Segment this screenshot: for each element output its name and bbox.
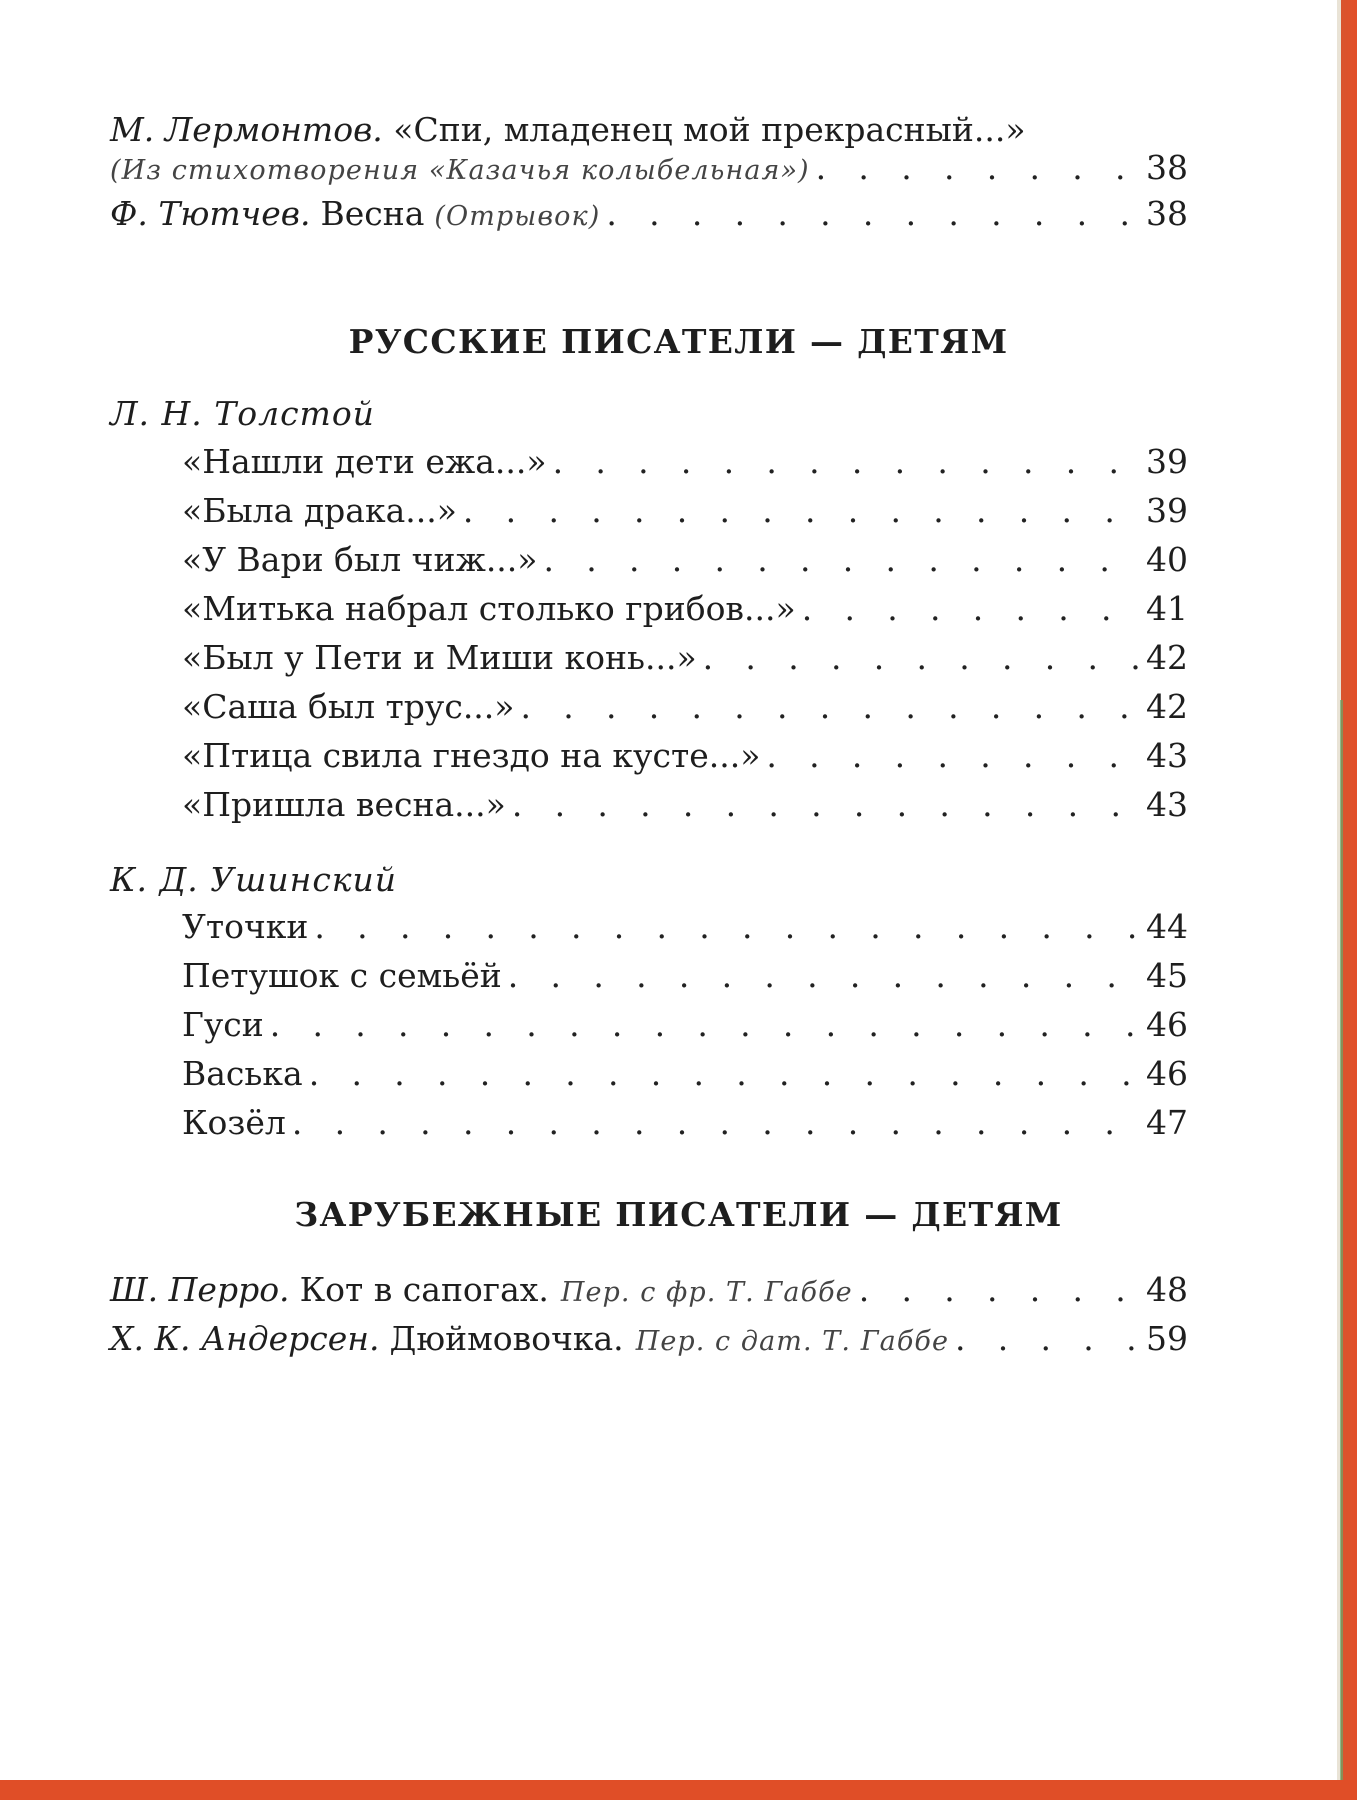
page-number: 45 [1146, 956, 1188, 995]
dot-leader [859, 1266, 1140, 1314]
entry-title: Козёл [182, 1103, 286, 1142]
entry-title: Васька [182, 1054, 303, 1093]
page-number: 42 [1146, 638, 1188, 677]
page-border-green-stripe [1340, 700, 1343, 1800]
page-number: 42 [1146, 687, 1188, 726]
dot-leader [766, 732, 1140, 780]
entry-author: М. Лермонтов. [110, 110, 383, 149]
entry-title: «Пришла весна...» [182, 785, 506, 824]
page-number: 38 [1146, 194, 1188, 233]
toc-entry[interactable] [182, 438, 1188, 486]
page-number: 44 [1146, 907, 1188, 946]
page-number: 46 [1146, 1054, 1188, 1093]
dot-leader [292, 1099, 1140, 1147]
entry-title: Гуси [182, 1005, 264, 1044]
page-number: 39 [1146, 491, 1188, 530]
toc-entry-lermontov-line2[interactable] [110, 144, 1188, 195]
page-number: 43 [1146, 736, 1188, 775]
author-heading-ushinsky: К. Д. Ушинский [110, 860, 397, 899]
entry-author: Х. К. Андерсен. [110, 1319, 380, 1358]
toc-entry[interactable] [182, 1050, 1188, 1098]
page-number: 47 [1146, 1103, 1188, 1142]
entry-title: «Саша был трус...» [182, 687, 515, 726]
entry-author: Ф. Тютчев. [110, 194, 311, 233]
entry-title: «Была драка...» [182, 491, 457, 530]
dot-leader [309, 1050, 1140, 1098]
toc-entry[interactable] [182, 1001, 1188, 1049]
section-title-russian: РУССКИЕ ПИСАТЕЛИ — ДЕТЯМ [348, 322, 1009, 361]
page-number: 39 [1146, 442, 1188, 481]
dot-leader [314, 903, 1140, 951]
page-number: 46 [1146, 1005, 1188, 1044]
entry-title: «Птица свила гнездо на кусте...» [182, 736, 761, 775]
toc-entry[interactable] [182, 487, 1188, 535]
entry-author: Ш. Перро. [110, 1270, 290, 1309]
page-number: 43 [1146, 785, 1188, 824]
entry-title: «Нашли дети ежа...» [182, 442, 547, 481]
toc-entry[interactable] [182, 536, 1188, 584]
dot-leader [703, 634, 1140, 682]
author-heading-tolstoy: Л. Н. Толстой [110, 394, 375, 433]
dot-leader [802, 585, 1140, 633]
dot-leader [606, 190, 1140, 238]
section-title-foreign: ЗАРУБЕЖНЫЕ ПИСАТЕЛИ — ДЕТЯМ [294, 1195, 1063, 1234]
toc-entry[interactable] [182, 732, 1188, 780]
toc-entry[interactable] [182, 903, 1188, 951]
dot-leader [463, 487, 1140, 535]
dot-leader [520, 683, 1140, 731]
entry-title: «У Вари был чиж...» [182, 540, 538, 579]
entry-note: Пер. с дат. Т. Габбе [635, 1326, 950, 1357]
entry-title: «Митька набрал столько грибов...» [182, 589, 796, 628]
entry-title: Петушок с семьёй [182, 956, 502, 995]
entry-note: (Из стихотворения «Казачья колыбельная») [110, 155, 810, 186]
page-border-bottom [0, 1780, 1357, 1800]
page-number: 38 [1146, 148, 1188, 187]
dot-leader [955, 1315, 1140, 1363]
page-number: 59 [1146, 1319, 1188, 1358]
entry-note: (Отрывок) [434, 201, 601, 232]
toc-entry-andersen[interactable] [110, 1315, 1188, 1366]
dot-leader [512, 781, 1140, 829]
toc-entry-tyutchev[interactable] [110, 190, 1188, 241]
toc-entry[interactable] [182, 781, 1188, 829]
toc-entry[interactable] [182, 634, 1188, 682]
page-number: 41 [1146, 589, 1188, 628]
toc-entry[interactable] [182, 683, 1188, 731]
toc-entry[interactable] [182, 585, 1188, 633]
dot-leader [543, 536, 1140, 584]
toc-entry-perrault[interactable] [110, 1266, 1188, 1317]
toc-entry[interactable] [182, 1099, 1188, 1147]
page-number: 48 [1146, 1270, 1188, 1309]
dot-leader [553, 438, 1140, 486]
dot-leader [816, 144, 1140, 192]
entry-title: Весна [320, 194, 425, 233]
page-number: 40 [1146, 540, 1188, 579]
entry-title: Кот в сапогах. [299, 1270, 549, 1309]
entry-title: Уточки [182, 907, 309, 946]
toc-entry[interactable] [182, 952, 1188, 1000]
dot-leader [508, 952, 1140, 1000]
entry-note: Пер. с фр. Т. Габбе [560, 1277, 853, 1308]
entry-title: «Был у Пети и Миши конь...» [182, 638, 697, 677]
entry-title: Дюймовочка. [389, 1319, 624, 1358]
dot-leader [270, 1001, 1140, 1049]
entry-title: «Спи, младенец мой прекрасный...» [393, 110, 1026, 149]
